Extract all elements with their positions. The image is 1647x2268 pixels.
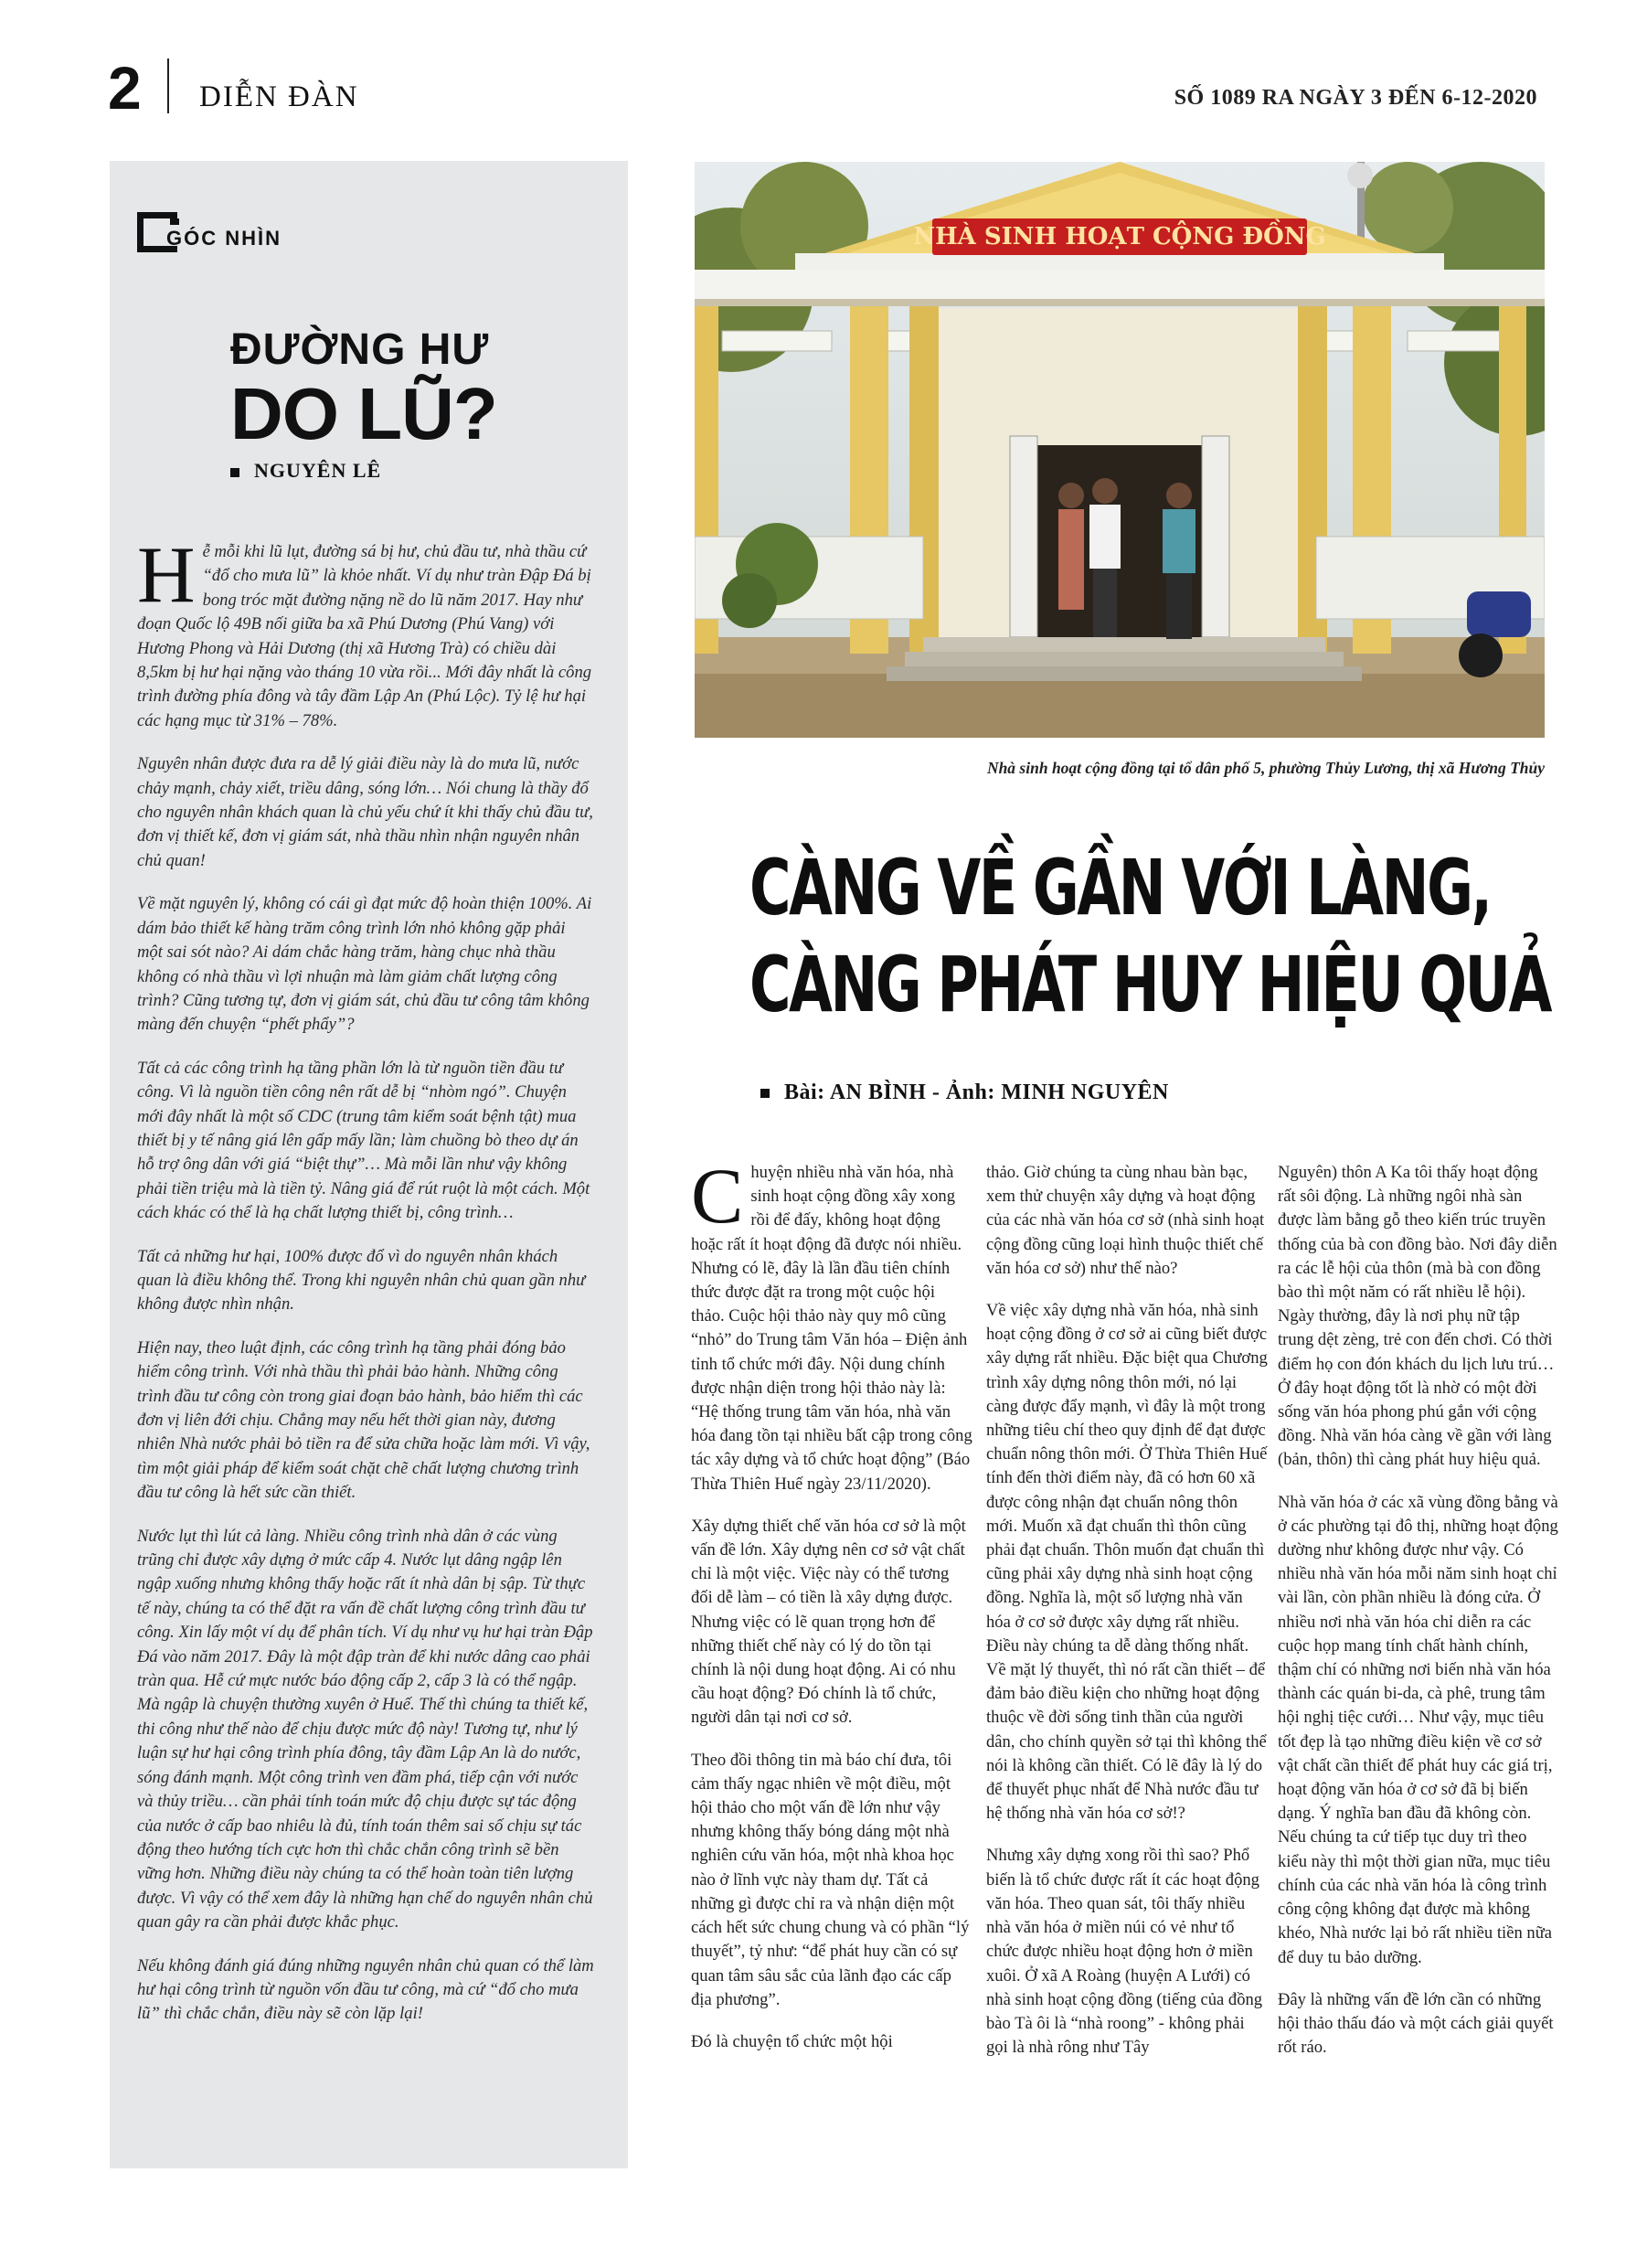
article-paragraph: Nhà văn hóa ở các xã vùng đồng bằng và ở các phường tại đô thị, những hoạt động dường như không được như vậy. Có nhiều nhà văn hóa mỗi năm sinh hoạt chỉ vài lần, còn phần nhiều là đóng cửa. Ở nhiều nơi nhà văn hóa chỉ diễn ra các cuộc họp mang tính chất hành chính, thậm chí có những nơi biến nhà văn hóa thành các quán bi-da, cà phê, trung tâm hội nghị tiệc cưới… Như vậy, mục tiêu tốt đẹp là tạo những điều kiện về cơ sở vật chất cần thiết để phát huy các giá trị, hoạt động văn hóa ở cơ sở đã bị biến dạng. Ý nghĩa ban đầu đã không còn. Nếu chúng ta cứ tiếp tục duy trì theo kiểu này thì một thời gian nữa, mục tiêu chính của các nhà văn hóa là công trình công cộng không đạt được mà không khéo, Nhà nước lại bỏ rất nhiều tiền nữa để duy tu bảo dưỡng. [1278,1492,1558,1967]
sidebar-title-line1: ĐƯỜNG HƯ [230,325,490,374]
sidebar-author: NGUYÊN LÊ [230,459,381,483]
article-column-3 [1278,1161,1559,2078]
sidebar-paragraph: Hễ mỗi khi lũ lụt, đường sá bị hư, chủ đầu tư, nhà thầu cứ “đổ cho mưa lũ” là khỏe nhất. Ví dụ như tràn Đập Đá bị bong tróc mặt đường nặng nề do lũ năm 2017. Hay như đoạn Quốc lộ 49B nối giữa ba xã Phú Dương (Phú Vang) với Hương Phong và Hải Dương (thị xã Hương Trà) có chiều dài 8,5km bị hư hại nặng vào tháng 10 vừa rồi... Mới đây nhất là công trình đường phía đông và tây đầm Lập An (Phú Lộc). Tỷ lệ hư hại các hạng mục từ 31% – 78%. [137,531,592,730]
article-column-2 [986,1161,1268,2078]
page-number: 2 [108,54,142,122]
issue-info: SỐ 1089 RA NGÀY 3 ĐẾN 6-12-2020 [1174,86,1537,110]
sidebar-paragraph: Tất cả các công trình hạ tầng phần lớn là từ nguồn tiền đầu tư công. Vì là nguồn tiền công nên rất dễ bị “nhòm ngó”. Chuyện mới đây nhất là một số CDC (trung tâm kiểm soát bệnh tật) mua thiết bị y tế nâng giá lên gấp mấy lần; làm chuồng bò theo dự án hỗ trợ ông dân với giá “biệt thự”… Mà mỗi lần như vậy không phải tiền triệu mà là tiền tỷ. Nâng giá để rút ruột là một cách. Một cách khác có thể là hạ chất lượng thiết bị, công trình… [137,1058,590,1223]
article-paragraph: Đây là những vấn đề lớn cần có những hội thảo thấu đáo và một cách giải quyết rốt ráo. [1278,1989,1554,2058]
headline-line1: CÀNG VỀ GẦN VỚI LÀNG, [749,843,1491,932]
article-paragraph: Chuyện nhiều nhà văn hóa, nhà sinh hoạt cộng đồng xây xong rồi để đấy, không hoạt động hoặc rất ít hoạt động đã được nói nhiều. Nhưng có lẽ, đây là lần đầu tiên chính thức được đặt ra trong một cuộc hội thảo. Cuộc hội thảo này quy mô cũng “nhỏ” do Trung tâm Văn hóa – Điện ảnh tỉnh tổ chức mới đây. Nội dung chính được nhận diện trong hội thảo này là: “Hệ thống trung tâm văn hóa, nhà văn hóa đang tồn tại nhiều bất cập trong công tác xây dựng và tổ chức hoạt động” (Báo Thừa Thiên Huế ngày 23/11/2020). [691,1152,972,1494]
sidebar-title-line2: DO LŨ? [230,373,497,454]
article-paragraph: Đó là chuyện tổ chức một hội [691,2031,893,2051]
svg-text:NHÀ SINH HOẠT CỘNG ĐỒNG: NHÀ SINH HOẠT CỘNG ĐỒNG [913,223,1326,250]
community-house-photo [695,162,1545,738]
column-label: GÓC NHÌN [166,227,282,250]
article-paragraph: Về việc xây dựng nhà văn hóa, nhà sinh hoạt cộng đồng ở cơ sở ai cũng biết được xây dựng rất nhiều. Đặc biệt qua Chương trình xây dựng nông thôn mới, nó lại càng được đẩy mạnh, vì đây là một trong những tiêu chí theo quy định để đạt được chuẩn nông thôn mới. Ở Thừa Thiên Huế tính đến thời điểm này, đã có hơn 60 xã được công nhận đạt chuẩn nông thôn mới. Muốn xã đạt chuẩn thì thôn cũng phải đạt chuẩn. Thôn muốn đạt chuẩn thì cũng phải xây dựng nhà sinh hoạt cộng đồng. Nghĩa là, một số lượng nhà văn hóa ở cơ sở được xây dựng rất nhiều. Điều này chúng ta dễ dàng thống nhất. Về mặt lý thuyết, thì nó rất cần thiết – để đảm bảo điều kiện cho những hoạt động thuộc về đời sống tinh thần của người dân, cho chính quyền sở tại thì không thể nói là không cần thiết. Có lẽ đây là lý do để thuyết phục nhất để Nhà nước đầu tư hệ thống nhà văn hóa cơ sở!? [986,1301,1268,1824]
headline-line2: CÀNG PHÁT HUY HIỆU QUẢ [749,940,1550,1029]
article-paragraph: Nguyên) thôn A Ka tôi thấy hoạt động rất sôi động. Là những ngôi nhà sàn được làm bằng gỗ theo kiến trúc truyền thống của bà con đồng bào. Nơi đây diễn ra các lễ hội của thôn (mà bà con đồng bào thì một năm có rất nhiều lễ hội). Ngày thường, đây là nơi phụ nữ tập trung dệt zèng, trẻ con đến chơi. Có thời điểm họ con đón khách du lịch lưu trú… Ở đây hoạt động tốt là nhờ có một đời sống văn hóa phong phú gắn với cộng đồng. Nhà văn hóa càng về gần với làng (bản, thôn) thì càng phát huy hiệu quả. [1278,1163,1557,1470]
article-column-1 [691,1152,972,2072]
sidebar-paragraph: Nước lụt thì lút cả làng. Nhiều công trình nhà dân ở các vùng trũng chỉ được xây dựng ở mức cấp 4. Nước lụt dâng ngập lên ngập xuống nhưng không thấy hoặc rất ít nhà dân bị sập. Từ thực tế này, chúng ta có thể đặt ra vấn đề chất lượng công trình đầu tư công. Xin lấy một ví dụ để phân tích. Ví dụ như vụ hư hại tràn Đập Đá vào năm 2017. Đây là một đập tràn để khi nước dâng cao phải tràn qua. Hễ cứ mực nước báo động cấp 2, cấp 3 là có thể ngập. Mà ngập là chuyện thường xuyên ở Huế. Thế thì chúng ta thiết kế, thi công như thế nào để chịu được mức độ này! Tương tự, như lý luận sự hư hại công trình phía đông, tây đầm Lập An là do nước, sóng đánh mạnh. Một công trình ven đầm phá, tiếp cận với nước và thủy triều… cần phải tính toán mức độ chịu được sự tác động của nước ở cấp bao nhiêu là đủ, tính toán thêm sai số chịu sự tác động theo hướng tích cực hơn thì chắc chắn công trình sẽ bền vững hơn. Những điều này chúng ta có thể hoàn toàn tiên lượng được. Vì vậy có thể xem đây là những hạn chế do nguyên nhân chủ quan gây ra cần phải được khắc phục. [137,1526,593,1933]
sidebar-paragraph: Về mặt nguyên lý, không có cái gì đạt mức độ hoàn thiện 100%. Ai dám bảo thiết kế hàng trăm công trình lớn nhỏ không gặp phải một sai sót nào? Ai dám chắc hàng trăm, hàng chục nhà thầu không có nhà thầu vì lợi nhuận mà làm giảm chất lượng công trình? Cũng tương tự, đơn vị giám sát, chủ đầu tư công tâm không màng đến chuyện “phết phẩy”? [137,894,592,1035]
article-dropcap: C [691,1152,744,1240]
sidebar-body [137,531,594,2046]
section-name: DIỄN ĐÀN [199,80,359,113]
article-paragraph: Nhưng xây dựng xong rồi thì sao? Phổ biến là tổ chức được rất ít các hoạt động văn hóa. Theo quan sát, tôi thấy nhiều nhà văn hóa ở miền núi có vẻ như tổ chức được nhiều hoạt động hơn ở miền xuôi. Ở xã A Roàng (huyện A Lưới) có nhà sinh hoạt cộng đồng (tiếng của đồng bào Tà ôi là “nhà roong” - không phải gọi là nhà rông như Tây [986,1846,1263,2058]
photo-caption: Nhà sinh hoạt cộng đồng tại tổ dân phố 5, phường Thủy Lương, thị xã Hương Thủy [986,759,1545,777]
sidebar-paragraph: Tất cả những hư hại, 100% được đổ vì do nguyên nhân khách quan là điều không thể. Trong khi nguyên nhân chủ quan gần như không được nhìn nhận. [137,1246,586,1315]
opinion-sidebar [110,161,628,2168]
sidebar-dropcap: H [137,531,196,620]
header-divider [167,59,169,113]
article-paragraph: Theo đồi thông tin mà báo chí đưa, tôi cảm thấy ngạc nhiên về một điều, một hội thảo cho một vấn đề lớn như vậy nhưng không thấy bóng dáng một nhà nghiên cứu văn hóa, một nhà khoa học nào ở lĩnh vực này tham dự. Tất cả những gì được chỉ ra và nhận diện một cách hết sức chung chung và có phần “lý thuyết”, tỷ như: “để phát huy cần có sự quan tâm sâu sắc của lãnh đạo các cấp địa phương”. [691,1750,970,2009]
article-paragraph: thảo. Giờ chúng ta cùng nhau bàn bạc, xem thử chuyện xây dựng và hoạt động của các nhà văn hóa cơ sở (nhà sinh hoạt cộng đồng cũng loại hình thuộc thiết chế văn hóa cơ sở) như thế nào? [986,1163,1265,1278]
sidebar-paragraph: Nếu không đánh giá đúng những nguyên nhân chủ quan có thể làm hư hại công trình từ nguồn vốn đầu tư công, mà cứ “đổ cho mưa lũ” thì chắc chắn, điều này sẽ còn lặp lại! [137,1955,594,2024]
community-house-illustration [695,162,1545,738]
sidebar-paragraph: Hiện nay, theo luật định, các công trình hạ tầng phải đóng bảo hiểm công trình. Với nhà thầu thì phải bảo hành. Những công trình đầu tư công còn trong giai đoạn bảo hành, bảo hiểm thì các đơn vị liên đới chịu. Chẳng may nếu hết thời gian này, đương nhiên Nhà nước phải bỏ tiền ra để sửa chữa hoặc làm mới. Vì vậy, tìm một giải pháp để kiểm soát chặt chẽ chất lượng chương trình đầu tư công là hết sức cần thiết. [137,1337,590,1503]
article-headline [749,839,1550,1033]
article-byline: Bài: AN BÌNH - Ảnh: MINH NGUYÊN [760,1081,1169,1105]
article-paragraph: Xây dựng thiết chế văn hóa cơ sở là một vấn đề lớn. Xây dựng nên cơ sở vật chất chỉ là một việc. Việc này có thể tương đối dễ làm – có tiền là xây dựng được. Nhưng việc có lẽ quan trọng hơn để những thiết chế này có lý do tồn tại chính là nội dung hoạt động. Ai có nhu cầu hoạt động? Đó chính là tổ chức, người dân tại nơi cơ sở. [691,1516,966,1728]
sidebar-paragraph: Nguyên nhân được đưa ra dễ lý giải điều này là do mưa lũ, nước chảy mạnh, chảy xiết, triều dâng, sóng lớn… Nói chung là thầy đổ cho nguyên nhân khách quan là chủ yếu chứ ít khi thấy chủ đầu tư, đơn vị thiết kế, đơn vị giám sát, nhà thầu nhìn nhận nguyên nhân chủ quan! [137,754,593,870]
